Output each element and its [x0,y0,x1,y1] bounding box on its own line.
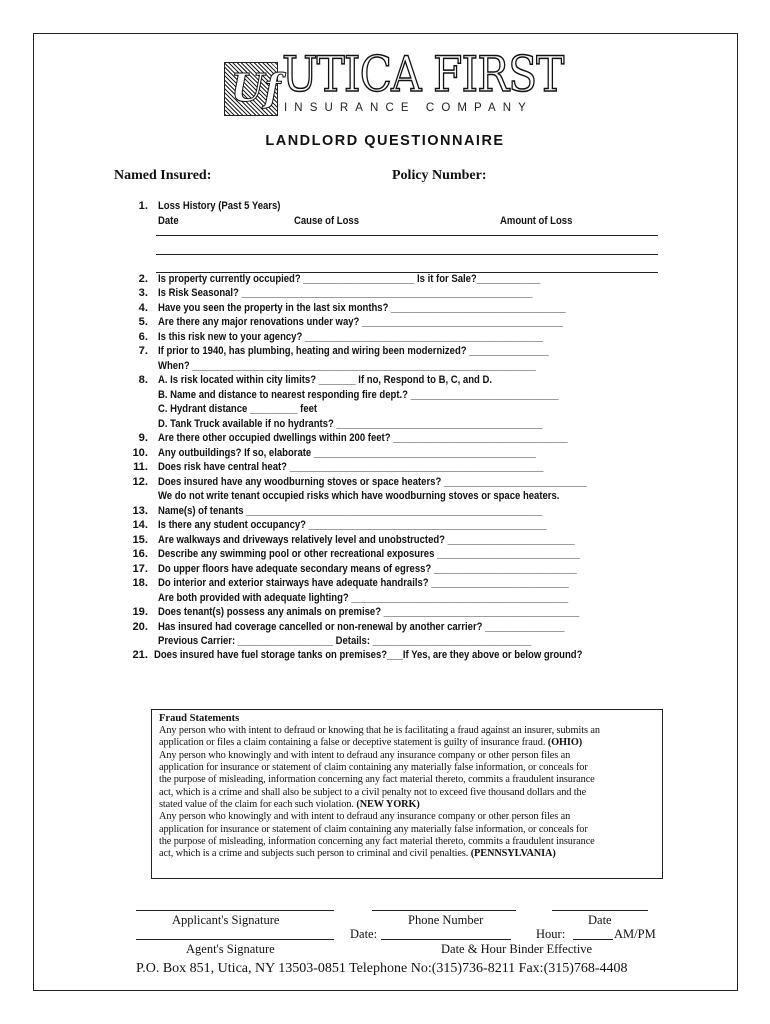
question-text[interactable]: Does risk have central heat? ________________________________________________ [158,461,544,474]
loss-col-cause: Cause of Loss [294,215,359,227]
binder-effective-label: Date & Hour Binder Effective [441,942,593,956]
binder-hour-line[interactable] [573,939,613,940]
applicant-signature-label: Applicant's Signature [172,913,280,927]
question-number: 18. [132,577,148,590]
question-text[interactable]: Are there other occupied dwellings within 200 feet? _________________________________ [158,432,568,445]
loss-history-line[interactable] [156,235,658,236]
question-text[interactable]: Has insured had coverage cancelled or non-renewal by another carrier? _______________ [158,620,565,633]
loss-col-date: Date [158,215,179,227]
date-label: Date [588,913,612,927]
loss-history-heading: Loss History (Past 5 Years) [158,200,281,212]
question-text[interactable]: Is property currently occupied? _____________________ Is it for Sale?____________ [158,273,541,285]
question-text[interactable]: A. Is risk located within city limits? _______ If no, Respond to B, C, and D. [158,374,492,387]
binder-date-label: Date: [350,927,378,941]
question-text[interactable]: Is Risk Seasonal? _______________________________________________________ [158,287,533,300]
question-number: 19. [132,606,148,619]
loss-history-line[interactable] [156,254,658,255]
question-text[interactable]: Does tenant(s) possess any animals on premise? _____________________________________ [158,606,580,619]
question-number: 13. [132,504,148,517]
question-text[interactable]: Do upper floors have adequate secondary means of egress? ___________________________ [158,562,577,575]
phone-number-label: Phone Number [408,913,484,927]
question-number: 11. [133,461,148,474]
binder-date-line[interactable] [381,939,511,940]
question-number: 20. [132,620,148,633]
company-subtitle: INSURANCE COMPANY [284,102,533,114]
question-text[interactable]: Describe any swimming pool or other recreational exposures ___________________________ [158,548,580,561]
ampm-label: AM/PM [614,927,656,941]
question-number: 21. [132,649,148,662]
question-number: 15. [132,533,148,546]
question-number: 7. [138,345,148,358]
binder-hour-label: Hour: [536,927,566,941]
fraud-heading: Fraud Statements [159,713,240,724]
question-number: 2. [138,273,148,285]
agent-signature-label: Agent's Signature [186,942,275,956]
question-number: 10. [132,446,148,459]
form-title: LANDLORD QUESTIONNAIRE [265,133,505,149]
question-number: 8. [138,374,148,387]
question-text[interactable]: When? _________________________________________________________________ [158,359,537,372]
question-text[interactable]: Previous Carrier: __________________ Details: ______________________________ [158,635,532,647]
question-text[interactable]: Are both provided with adequate lighting? _________________________________________ [158,591,569,604]
question-text[interactable]: B. Name and distance to nearest responding fire dept.? ____________________________ [158,388,559,401]
question-number: 9. [138,432,148,445]
question-number: 14. [132,519,148,532]
named-insured-label: Named Insured: [114,168,212,183]
question-text[interactable]: Any outbuildings? If so, elaborate __________________________________________ [158,446,536,459]
date-line[interactable] [552,910,648,911]
fraud-statements-box [151,709,663,879]
company-name: UTICA FIRST [282,46,564,103]
question-text[interactable]: Is this risk new to your agency? _____________________________________________ [158,330,543,343]
question-text[interactable]: D. Tank Truck available if no hydrants? _______________________________________ [158,417,543,430]
question-number: 12. [132,475,148,488]
question-number: 16. [132,548,148,561]
question-text[interactable]: Have you seen the property in the last six months? _________________________________ [158,301,566,314]
question-number: 1. [138,200,148,212]
policy-number-label: Policy Number: [392,168,487,183]
applicant-signature-line[interactable] [136,910,334,911]
question-text[interactable]: Are walkways and driveways relatively level and unobstructed? ________________________ [158,533,575,546]
phone-number-line[interactable] [372,910,516,911]
fraud-text: Any person who with intent to defraud or knowing that he is facilitating a fraud against an insurer, submits an application or files a claim containing a false or deceptive statement is guilty of insurance fraud. (OHIO) Any person who knowingly and with intent to defraud any insurance company or other person files an application for insurance or statement of claim containing any materially false information, or conceals for the purpose of misleading, information concerning any fact material thereto, commits a fraudulent insurance act, which is a crime and shall also be subject to a civil penalty not to exceed five thousand dollars and the stated value of the claim for each such violation. (NEW YORK) Any person who knowingly and with intent to defraud any insurance company or other person files an application for insurance or statement of claim containing any materially false information, or conceals for the purpose of misleading, information concerning any fact material thereto, commits a fraudulent insurance act, which is a crime and subjects such person to criminal and civil penalties. (PENNSYLVANIA) [159,725,600,860]
question-text[interactable]: Are there any major renovations under way? ______________________________________ [158,316,563,329]
company-logo-icon: Uf [224,62,278,116]
question-number: 17. [132,562,148,575]
question-text[interactable]: Is there any student occupancy? _____________________________________________ [158,519,547,532]
question-text[interactable]: Do interior and exterior stairways have adequate handrails? __________________________ [158,577,569,590]
agent-signature-line[interactable] [136,939,334,940]
question-text[interactable]: Does insured have any woodburning stoves or space heaters? ___________________________ [158,475,587,488]
question-number: 3. [138,287,148,300]
question-text[interactable]: Name(s) of tenants ________________________________________________________ [158,504,543,517]
question-text[interactable]: C. Hydrant distance _________ feet [158,403,318,416]
question-text[interactable]: We do not write tenant occupied risks which have woodburning stoves or space heaters. [158,490,560,503]
question-text[interactable]: If prior to 1940, has plumbing, heating and wiring been modernized? _______________ [158,345,549,358]
footer-contact: P.O. Box 851, Utica, NY 13503-0851 Telephone No:(315)736-8211 Fax:(315)768-4408 [136,961,628,976]
question-number: 6. [138,330,148,343]
question-number: 5. [138,316,148,329]
loss-col-amount: Amount of Loss [500,215,573,227]
question-number: 4. [138,301,148,314]
question-text[interactable]: Does insured have fuel storage tanks on premises?___If Yes, are they above or below ground? [154,649,583,662]
